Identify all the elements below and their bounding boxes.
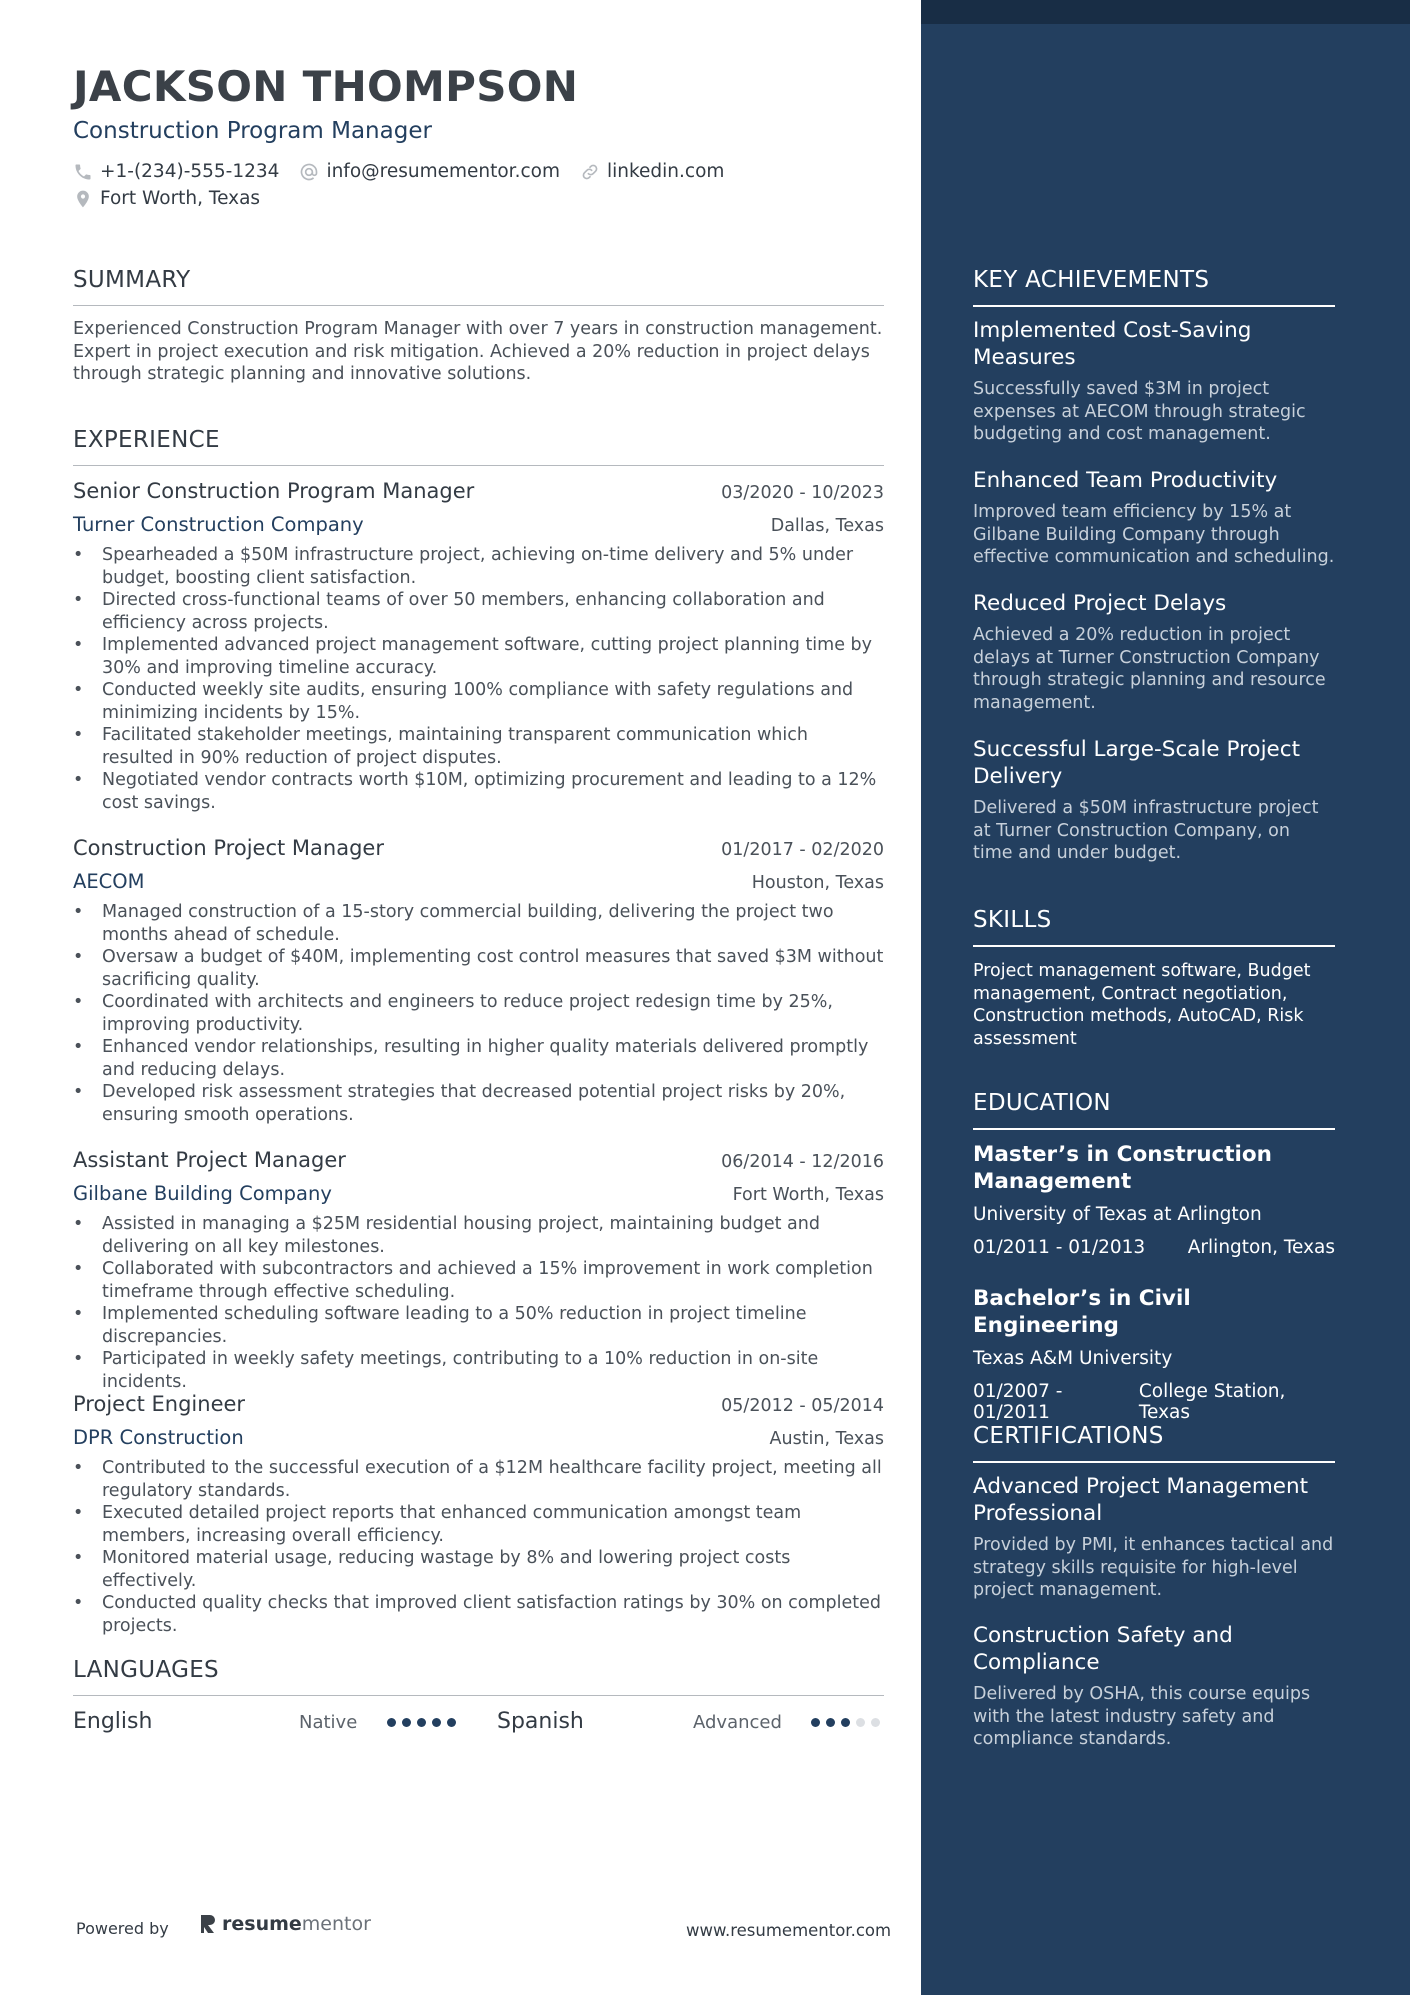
bullet: • Assisted in managing a $25M residential housing project, maintaining budget and delivering on all key milestones. [73,1213,884,1258]
job-entry [73,1148,884,1393]
job-company: Gilbane Building Company [73,1182,332,1205]
job-company: AECOM [73,870,145,893]
rating-dot-filled [826,1718,835,1727]
certification-title: Advanced Project Management Professional [973,1474,1309,1526]
achievement-item [973,590,1335,714]
achievement-desc: Successfully saved $3M in project expenses at AECOM through strategic budgeting and cost management. [973,379,1306,444]
language-name: English [73,1709,153,1734]
bullet: • Implemented scheduling software leading to a 50% reduction in project timeline discrepancies. [73,1303,884,1348]
language-level: Native [299,1712,358,1733]
language-rating [387,1718,462,1727]
bullet: • Collaborated with subcontractors and achieved a 15% improvement in work completion timeframe through effective scheduling. [73,1258,884,1303]
job-company: DPR Construction [73,1426,244,1449]
job-location: Fort Worth, Texas [732,1185,884,1205]
job-title: Senior Construction Program Manager [73,479,475,503]
logo-text-light: mentor [301,1913,371,1935]
location-pin-icon [73,189,93,209]
resumementor-logo-icon [198,1913,218,1935]
bullet: • Monitored material usage, reducing wastage by 8% and lowering project costs effectively. [73,1547,884,1592]
at-icon [299,162,319,182]
phone-text: +1-(234)-555-1234 [100,161,280,182]
sidebar-top-bar [921,0,1410,24]
candidate-name: JACKSON THOMPSON [73,62,579,111]
language-name: Spanish [497,1709,584,1734]
rating-dot-filled [387,1718,396,1727]
job-entry [73,479,884,814]
job-bullets [73,1457,884,1637]
summary-title: SUMMARY [73,267,884,306]
rating-dot-filled [432,1718,441,1727]
languages-title: LANGUAGES [73,1657,884,1696]
achievement-title: Successful Large-Scale Project Delivery [973,737,1301,789]
bullet: • Directed cross-functional teams of over 50 members, enhancing collaboration and efficiency across projects. [73,589,884,634]
certification-desc: Delivered by OSHA, this course equips with the latest industry safety and compliance standards. [973,1684,1311,1749]
summary-text: Experienced Construction Program Manager with over 7 years in construction management. Expert in project execution and risk mitigation. Achieved a 20% reduction in project delays through strategic planning and innovative solutions. [73,319,883,384]
education-dates: 01/2011 - 01/2013 [973,1237,1146,1258]
education-location: Arlington, Texas [1187,1237,1335,1258]
rating-dot-empty [871,1718,880,1727]
certification-desc: Provided by PMI, it enhances tactical and strategy skills requisite for high-level project management. [973,1535,1334,1600]
skills-list [973,960,1335,1050]
email-text: info@resumementor.com [326,161,560,182]
education-dates: 01/2007 - 01/2011 [973,1381,1063,1423]
bullet: • Oversaw a budget of $40M, implementing cost control measures that saved $3M without sacrificing quality. [73,946,884,991]
job-entry [73,1392,884,1637]
rating-dot-filled [417,1718,426,1727]
bullet: • Conducted weekly site audits, ensuring 100% compliance with safety regulations and minimizing incidents by 15%. [73,679,884,724]
achievement-title: Enhanced Team Productivity [973,468,1278,493]
language-rating [811,1718,886,1727]
rating-dot-filled [402,1718,411,1727]
job-company: Turner Construction Company [73,513,364,536]
rating-dot-filled [811,1718,820,1727]
achievement-item [973,317,1335,446]
job-bullets [73,544,884,814]
education-school: Texas A&M University [973,1348,1173,1369]
certification-title: Construction Safety and Compliance [973,1623,1233,1675]
contact-location [73,188,260,209]
job-dates: 03/2020 - 10/2023 [721,483,884,503]
rating-dot-empty [856,1718,865,1727]
education-location: College Station, Texas [1138,1381,1286,1423]
achievement-title: Reduced Project Delays [973,591,1227,616]
job-location: Houston, Texas [751,873,884,893]
achievement-desc: Delivered a $50M infrastructure project at Turner Construction Company, on time and under budget. [973,798,1319,863]
job-bullets [73,901,884,1126]
education-item [973,1141,1335,1258]
bullet: • Coordinated with architects and engineers to reduce project redesign time by 25%, improving productivity. [73,991,884,1036]
job-bullets [73,1213,884,1393]
certifications-title: CERTIFICATIONS [973,1423,1335,1463]
job-dates: 05/2012 - 05/2014 [721,1396,884,1416]
website-link[interactable]: www.resumementor.com [686,1921,892,1940]
job-dates: 06/2014 - 12/2016 [721,1152,884,1172]
bullet: • Implemented advanced project management software, cutting project planning time by 30% and improving timeline accuracy. [73,634,884,679]
education-title: EDUCATION [973,1090,1335,1130]
bullet: • Participated in weekly safety meetings, contributing to a 10% reduction in on-site incidents. [73,1348,884,1393]
bullet: • Executed detailed project reports that enhanced communication amongst team members, increasing overall efficiency. [73,1502,884,1547]
language-level: Advanced [693,1712,782,1733]
contact-row-location [73,188,280,209]
achievement-desc: Achieved a 20% reduction in project delays at Turner Construction Company through strategic planning and resource management. [973,625,1326,713]
bullet: • Conducted quality checks that improved client satisfaction ratings by 30% on completed projects. [73,1592,884,1637]
achievements-title: KEY ACHIEVEMENTS [973,267,1335,307]
rating-dot-filled [447,1718,456,1727]
resumementor-logo[interactable] [198,1913,371,1935]
link-icon [580,162,600,182]
job-entry [73,836,884,1126]
experience-title: EXPERIENCE [73,427,884,466]
location-text: Fort Worth, Texas [100,188,261,209]
phone-icon [73,162,93,182]
contact-row [73,161,744,182]
sidebar-column [921,0,1410,1995]
bullet: • Contributed to the successful execution of a $12M healthcare facility project, meeting all regulatory standards. [73,1457,884,1502]
education-school: University of Texas at Arlington [973,1204,1262,1225]
bullet: • Spearheaded a $50M infrastructure project, achieving on-time delivery and 5% under budget, boosting client satisfaction. [73,544,884,589]
contact-linkedin[interactable] [580,161,724,182]
job-location: Dallas, Texas [770,516,884,536]
job-role: Construction Program Manager [73,118,432,144]
education-degree: Bachelor’s in Civil Engineering [973,1286,1191,1338]
contact-email[interactable] [299,161,560,182]
achievement-item [973,467,1335,569]
linkedin-text: linkedin.com [606,161,725,182]
job-location: Austin, Texas [769,1429,884,1449]
achievement-item [973,736,1335,865]
education-item [973,1285,1335,1423]
education-degree: Master’s in Construction Management [973,1142,1272,1194]
certification-item [973,1622,1335,1751]
job-title: Construction Project Manager [73,836,384,860]
contact-phone [73,161,279,182]
achievement-desc: Improved team efficiency by 15% at Gilbane Building Company through effective communication and scheduling. [973,502,1335,567]
job-title: Project Engineer [73,1392,246,1416]
logo-text-bold: resume [222,1913,302,1935]
rating-dot-filled [841,1718,850,1727]
achievement-title: Implemented Cost-Saving Measures [973,318,1252,370]
bullet: • Developed risk assessment strategies that decreased potential project risks by 20%, ensuring smooth operations. [73,1081,884,1126]
powered-by-label: Powered by [76,1919,169,1938]
job-dates: 01/2017 - 02/2020 [721,840,884,860]
job-title: Assistant Project Manager [73,1148,346,1172]
bullet: • Managed construction of a 15-story commercial building, delivering the project two months ahead of schedule. [73,901,884,946]
skills-title: SKILLS [973,907,1335,947]
certification-item [973,1473,1335,1602]
bullet: • Negotiated vendor contracts worth $10M, optimizing procurement and leading to a 12% cost savings. [73,769,884,814]
bullet: • Enhanced vendor relationships, resulting in higher quality materials delivered promptly and reducing delays. [73,1036,884,1081]
bullet: • Facilitated stakeholder meetings, maintaining transparent communication which resulted in 90% reduction of project disputes. [73,724,884,769]
skills-text: Project management software, Budget management, Contract negotiation, Construction methods, AutoCAD, Risk assessment [973,961,1311,1049]
